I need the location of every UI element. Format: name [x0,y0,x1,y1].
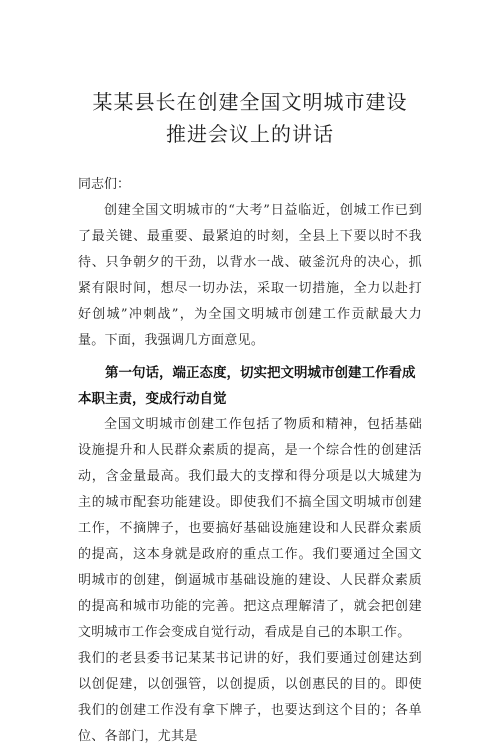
section-1-paragraph-continued: 我们的老县委书记某某书记讲的好，我们要通过创建达到以创促建，以创强管，以创提质，以创惠民的目的。即使我们的创建工作没有拿下牌子，也要达到这个目的；各单位、各部门，尤其是 [78,651,422,744]
section-1-heading: 第一句话，端正态度，切实把文明城市创建工作看成本职主责，变成行动自觉 [78,365,416,407]
greeting: 同志们： [78,177,131,192]
document-title [78,0,422,150]
intro-paragraph: 创建全国文明城市的“大考”日益临近，创城工作已到了最关键、最重要、最紧迫的时刻，全县上下要以时不我待、只争朝夕的干劲，以背水一战、破釜沉舟的决心，抓紧有限时间，想尽一切办法，采取一切措施，全力以赴打好创城”冲刺战”，为全国文明城市创建工作贡献最大力量。下面，我强调几方面意见。 [78,203,422,348]
section-1-paragraph: 全国文明城市创建工作包括了物质和精神，包括基础设施提升和人民群众素质的提高，是一个综合性的创建活动，含金量最高。我们最大的支撑和得分项是以大城建为主的城市配套功能建设。即使我们不搞全国文明城市创建工作，不摘牌子，也要搞好基础设施建设和人民群众素质的提高，这本身就是政府的重点工作。我们要通过全国文明城市的创建，倒逼城市基础设施的建设、人民群众素质的提高和城市功能的完善。把这点理解清了，就会把创建文明城市工作会变成自觉行动，看成是自己的本职工作。 [78,417,422,640]
title-line-1: 某某县长在创建全国文明城市建设 [92,90,408,114]
title-line-2: 推进会议上的讲话 [166,122,334,146]
